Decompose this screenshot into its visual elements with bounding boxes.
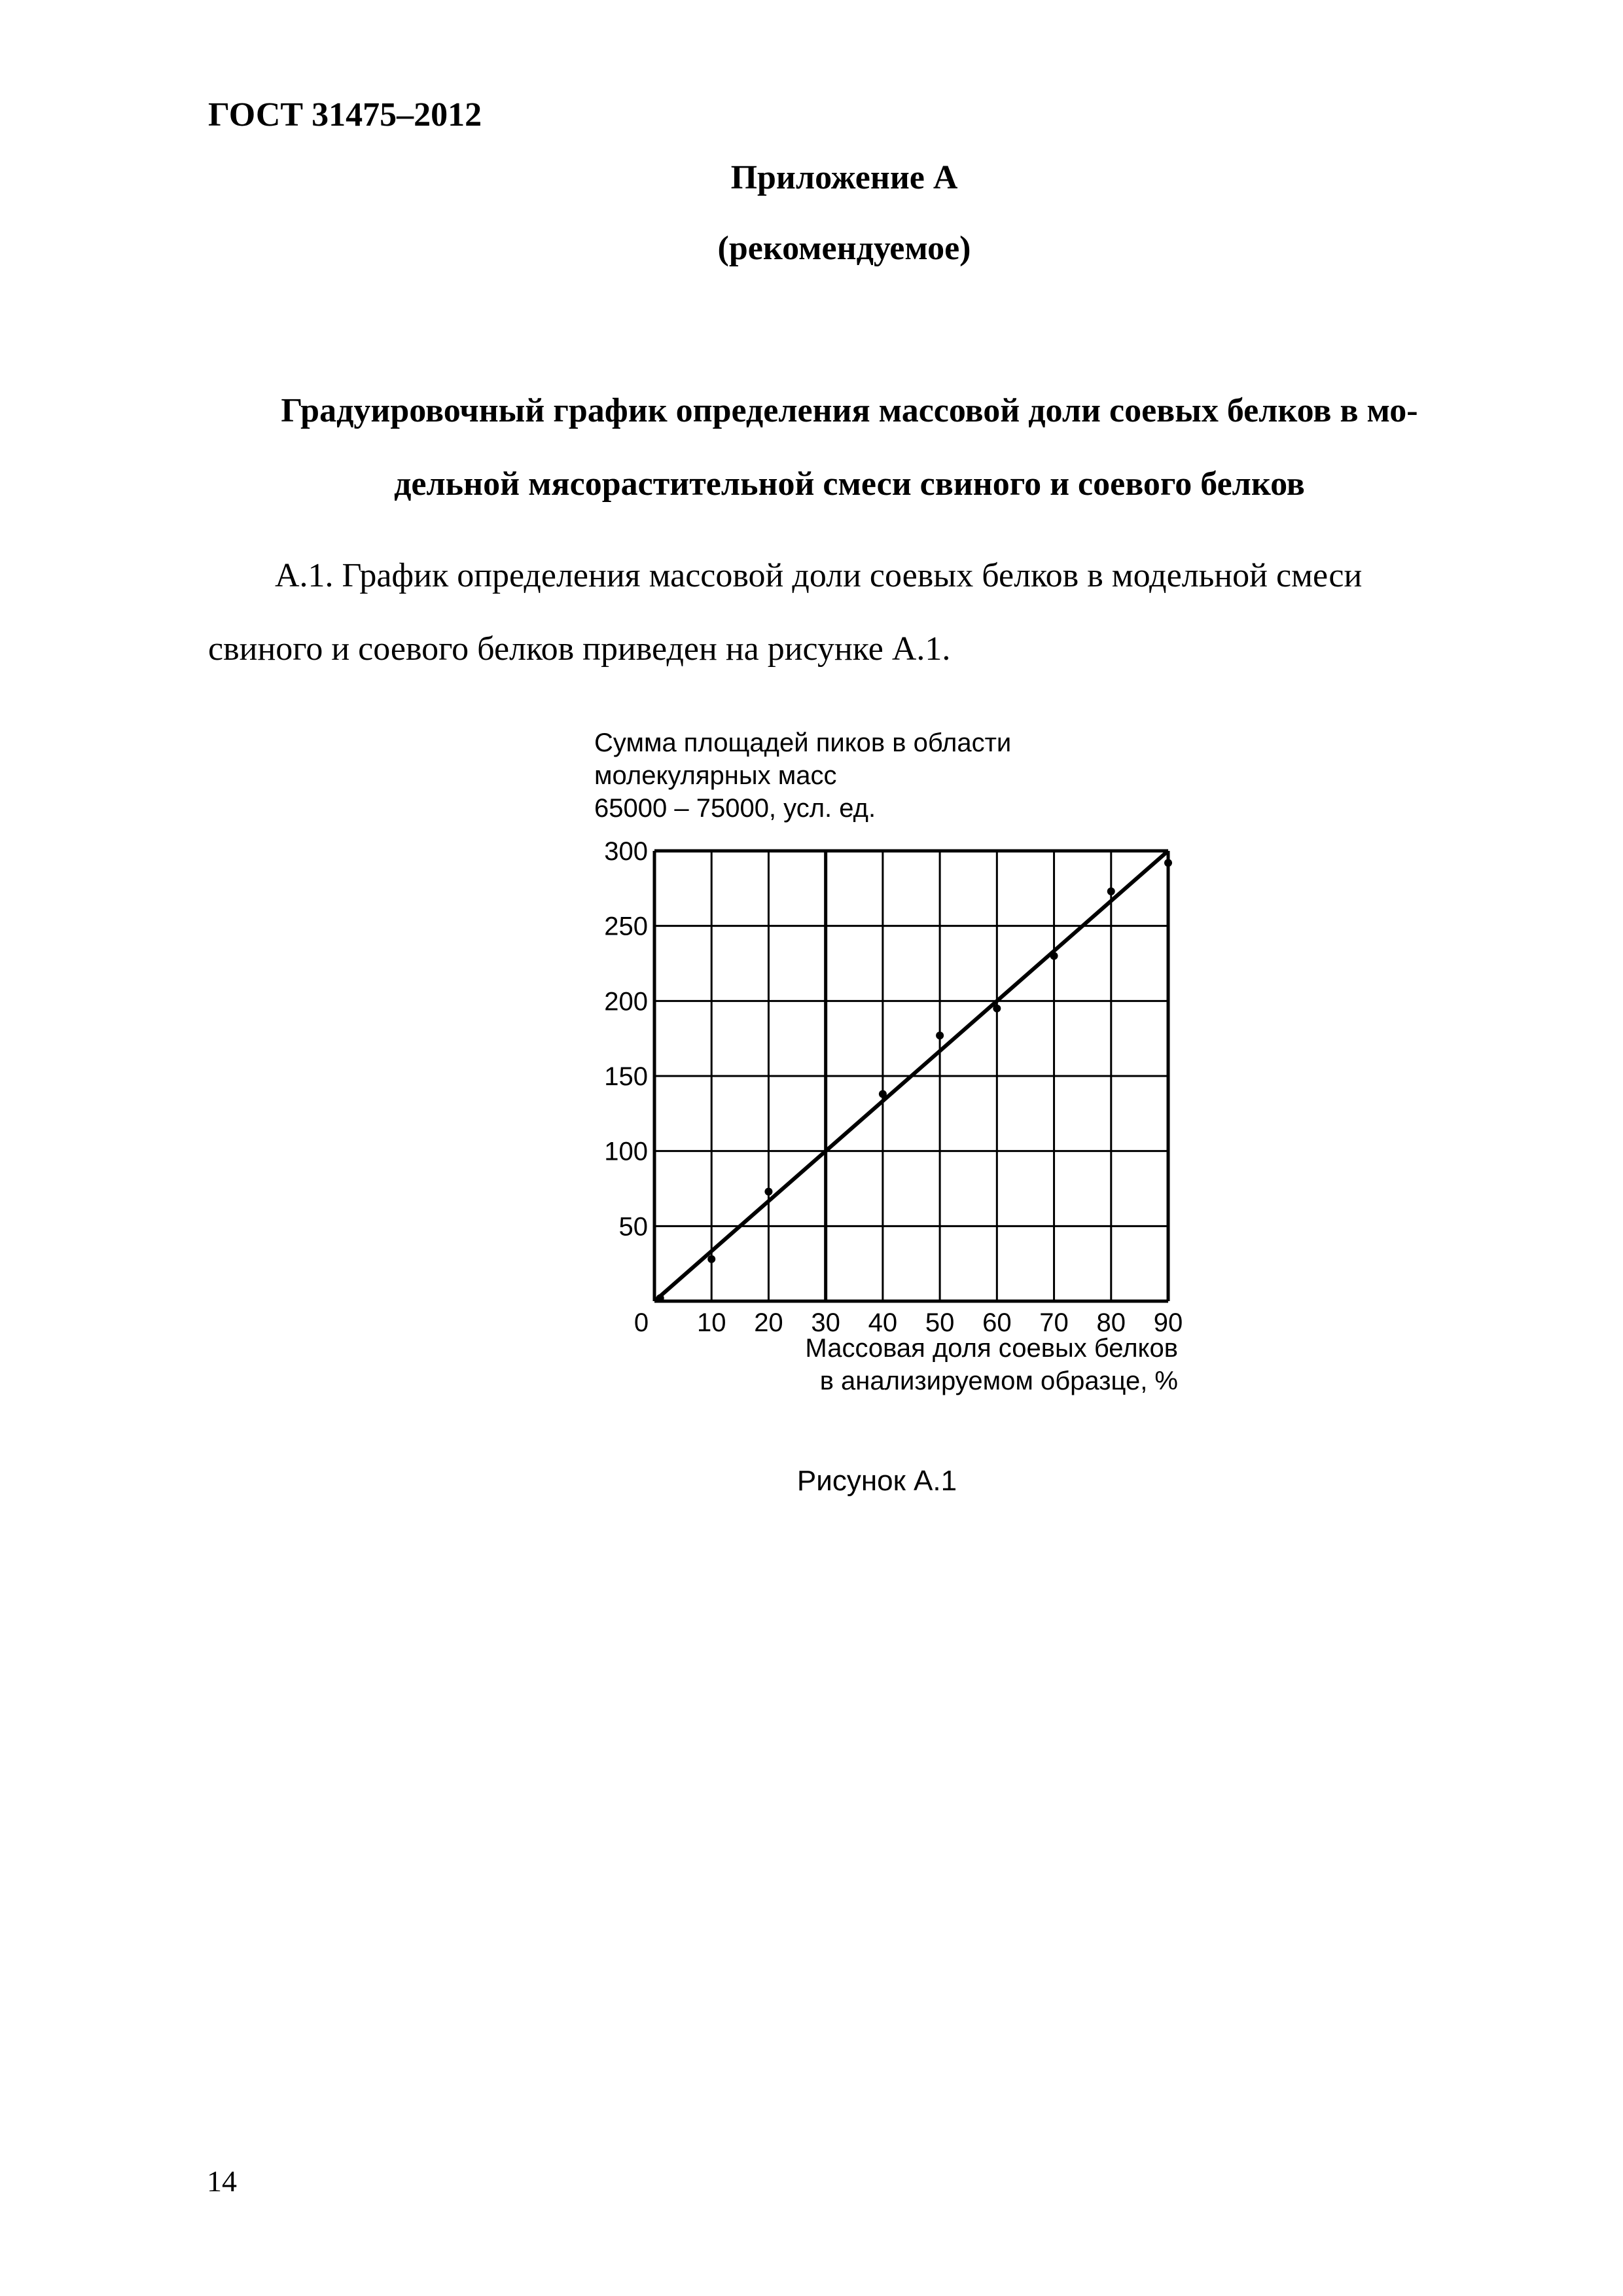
data-point [1050,952,1058,960]
y-tick-label: 100 [604,1137,648,1166]
section-heading-line: дельной мясорастительной смеси свиного и соевого белков [394,465,1305,503]
page-number: 14 [207,2164,237,2198]
data-point [656,1294,664,1302]
x-tick-label: 30 [811,1308,840,1337]
section-heading-line: Градуировочный график определения массовой доли соевых белков в мо- [281,392,1418,429]
section-heading [208,374,1491,521]
y-tick-label: 150 [604,1062,648,1091]
y-axis-label-line: Сумма площадей пиков в области [594,728,1012,757]
y-tick-label: 250 [604,912,648,941]
paragraph-line: свиного и соевого белков приведен на рисунке А.1. [208,630,951,668]
document-code: ГОСТ 31475–2012 [208,96,482,134]
y-tick-label: 300 [604,837,648,866]
y-tick-label: 200 [604,987,648,1016]
x-tick-label: 20 [754,1308,783,1337]
data-point [936,1031,944,1039]
x-axis-label-line: Массовая доля соевых белков [805,1334,1178,1363]
data-point [993,1005,1001,1013]
x-tick-label: 0 [633,1308,649,1337]
data-point [1164,859,1172,867]
data-point [764,1188,772,1196]
y-axis-label-line: молекулярных масс [594,761,837,790]
appendix-status: (рекомендуемое) [717,230,971,267]
data-point [707,1255,715,1263]
x-tick-label: 80 [1096,1308,1126,1337]
body-paragraph [208,539,1504,686]
figure-caption: Рисунок А.1 [796,1465,957,1497]
calibration-chart [576,720,1230,1427]
x-tick-label: 60 [982,1308,1012,1337]
x-tick-label: 90 [1153,1308,1183,1337]
x-tick-label: 10 [696,1308,726,1337]
x-tick-label: 40 [868,1308,898,1337]
y-axis-label-line: 65000 – 75000, усл. ед. [594,794,876,823]
data-point [1107,888,1115,895]
paragraph-line: А.1. График определения массовой доли соевых белков в модельной смеси [275,557,1363,594]
appendix-title: Приложение А [730,159,958,196]
data-point [879,1090,887,1098]
y-tick-label: 50 [618,1212,648,1242]
x-axis-label-line: в анализируемом образце, % [819,1367,1178,1395]
x-tick-label: 50 [925,1308,955,1337]
x-tick-label: 70 [1039,1308,1069,1337]
